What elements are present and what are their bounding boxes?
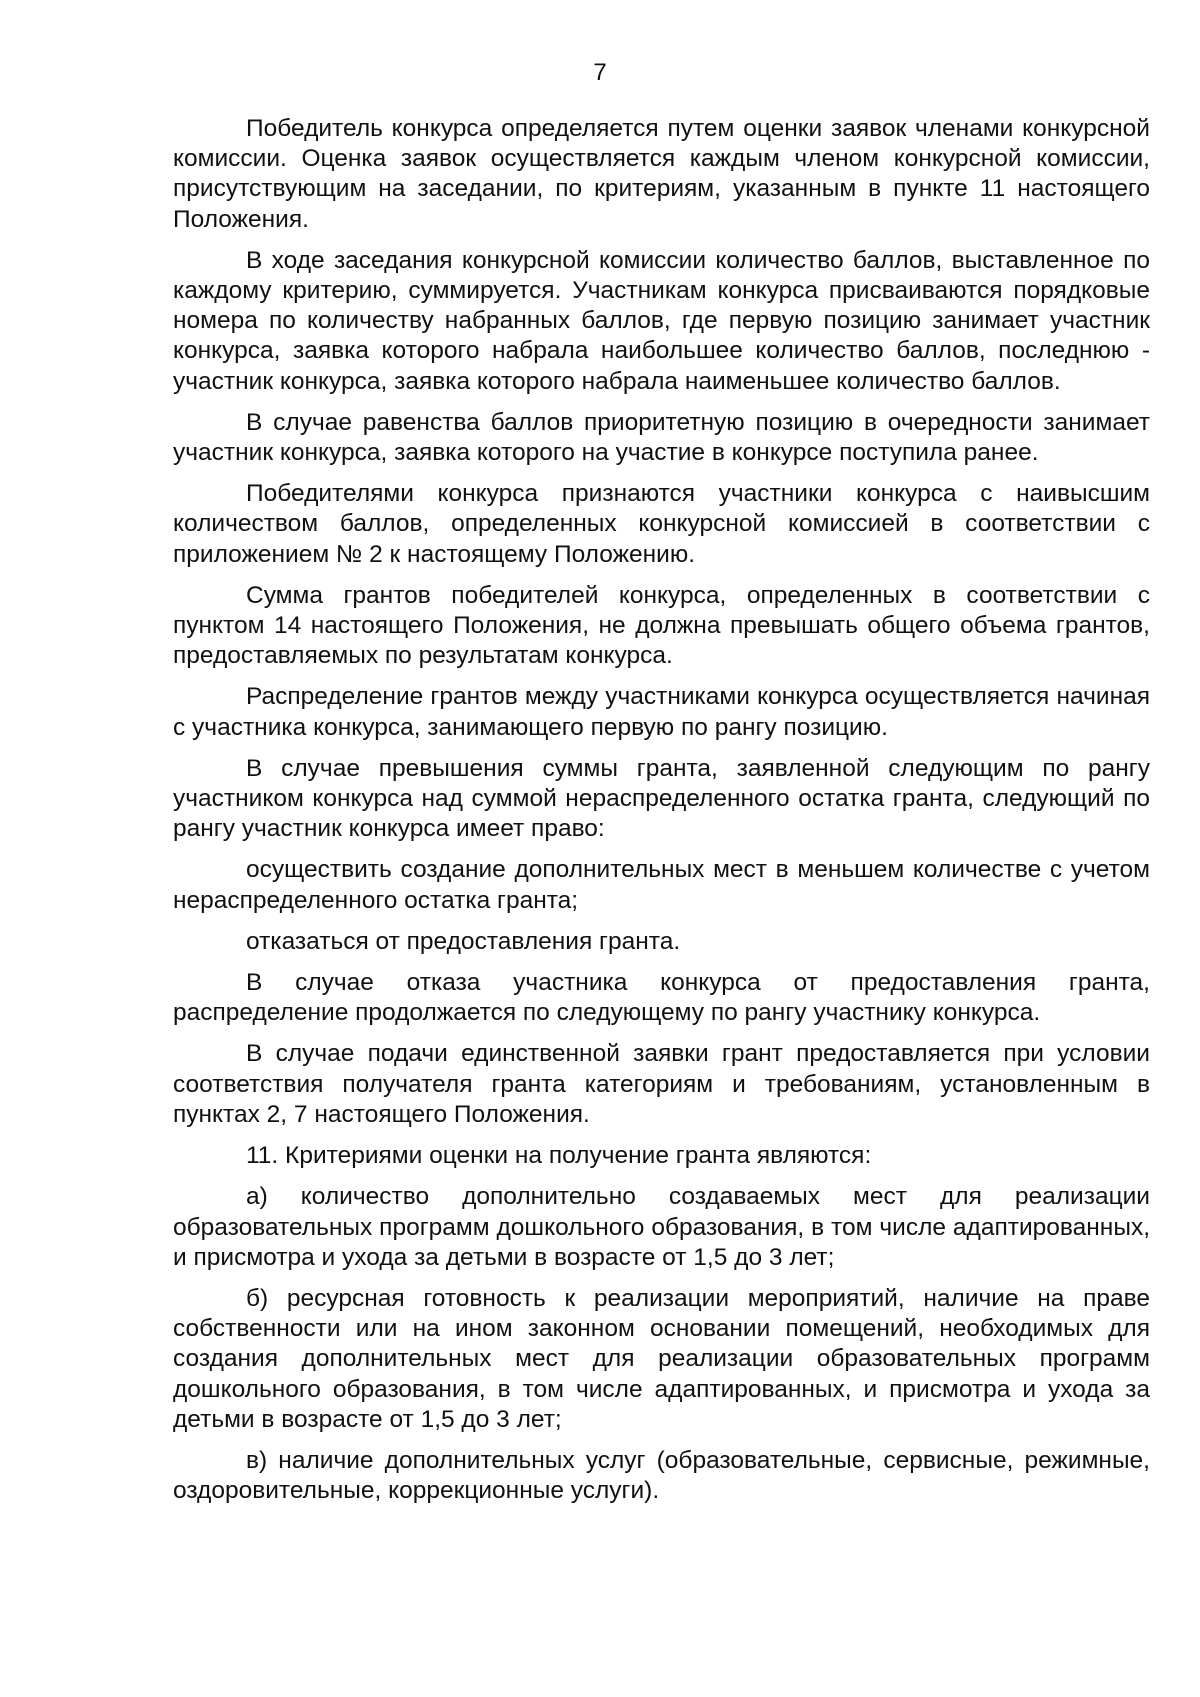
paragraph-equal-scores: В случае равенства баллов приоритетную позицию в очередности занимает участник конкурса, заявка которого на участие в конкурсе поступила ранее.: [173, 408, 1150, 467]
paragraph-option-fewer-places: осуществить создание дополнительных мест в меньшем количестве с учетом нераспределенного остатка гранта;: [173, 856, 1150, 914]
paragraph-criterion-a: а) количество дополнительно создаваемых мест для реализации образовательных программ дошкольного образования, в том числе адаптированных, и присмотра и ухода за детьми в возрасте от 1,5 до 3 лет;: [173, 1183, 1150, 1271]
paragraph-criterion-b: б) ресурсная готовность к реализации мероприятий, наличие на праве собственности или на ином законном основании помещений, необходимых для создания дополнительных мест для реализации образовательных программ дошкольного образования, в том числе адаптированных, и присмотра и ухода за детьми в возрасте от 1,5 до 3 лет;: [173, 1284, 1150, 1433]
paragraph-criterion-c: в) наличие дополнительных услуг (образовательные, сервисные, режимные, оздоровительные, коррекционные услуги).: [173, 1446, 1150, 1505]
paragraph-single-application: В случае подачи единственной заявки грант предоставляется при условии соответствия получателя гранта категориям и требованиям, установленным в пунктах 2, 7 настоящего Положения.: [173, 1040, 1150, 1128]
page-number: 7: [593, 59, 607, 86]
paragraph-refusal-case: В случае отказа участника конкурса от предоставления гранта, распределение продолжается по следующему по рангу участнику конкурса.: [173, 969, 1150, 1027]
paragraph-winners: Победителями конкурса признаются участники конкурса с наивысшим количеством баллов, определенных конкурсной комиссией в соответствии с приложением № 2 к настоящему Положению.: [173, 480, 1150, 568]
document-body: [173, 114, 1150, 1517]
paragraph-option-refuse: отказаться от предоставления гранта.: [246, 927, 681, 955]
paragraph-grant-distribution: Распределение грантов между участниками конкурса осуществляется начиная с участника конкурса, занимающего первую по рангу позицию.: [173, 683, 1150, 741]
paragraph-score-summation: В ходе заседания конкурсной комиссии количество баллов, выставленное по каждому критерию, суммируется. Участникам конкурса присваиваются порядковые номера по количеству набранных баллов, где первую позицию занимает участник конкурса, заявка которого набрала наибольшее количество баллов, последнюю - участник конкурса, заявка которого набрала наименьшее количество баллов.: [173, 246, 1150, 395]
paragraph-winner-determination: Победитель конкурса определяется путем оценки заявок членами конкурсной комиссии. Оценка заявок осуществляется каждым членом конкурсной комиссии, присутствующим на заседании, по критериям, указанным в пункте 11 настоящего Положения.: [173, 115, 1150, 233]
paragraph-grant-excess: В случае превышения суммы гранта, заявленной следующим по рангу участником конкурса над суммой нераспределенного остатка гранта, следующий по рангу участник конкурса имеет право:: [173, 754, 1150, 843]
paragraph-criteria-heading: 11. Критериями оценки на получение гранта являются:: [246, 1142, 872, 1170]
paragraph-grant-sum: Сумма грантов победителей конкурса, определенных в соответствии с пунктом 14 настоящего Положения, не должна превышать общего объема грантов, предоставляемых по результатам конкурса.: [173, 581, 1150, 670]
